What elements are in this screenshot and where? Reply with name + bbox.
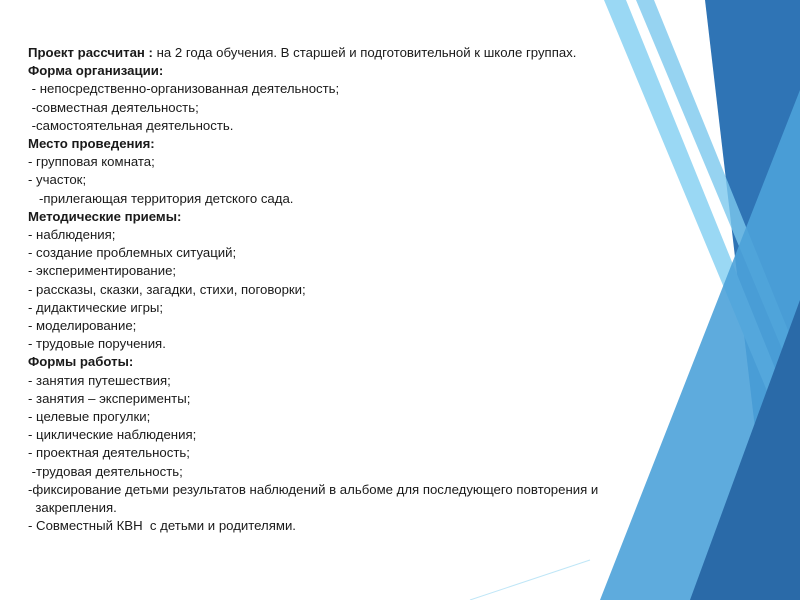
text-line [28,62,728,80]
line-text: - занятия – эксперименты; [28,390,191,406]
line-text: -прилегающая территория детского сада. [28,190,294,206]
text-line [28,317,728,335]
text-line [28,299,728,317]
line-text: - рассказы, сказки, загадки, стихи, поговорки; [28,281,306,297]
line-text: - дидактические игры; [28,299,164,315]
line-text: - групповая комната; [28,154,155,170]
line-text: - моделирование; [28,318,137,334]
text-line [28,408,728,426]
text-line [28,153,728,171]
deco-thin-line [470,560,590,600]
text-line [28,517,728,535]
line-text: - циклические наблюдения; [28,427,197,443]
line-heading: Формы работы: [28,354,134,370]
text-line [28,463,728,481]
line-heading: Место проведения: [28,136,155,152]
line-text: - занятия путешествия; [28,372,171,388]
text-line [28,208,728,226]
text-line [28,335,728,353]
text-line [28,190,728,208]
text-line [28,135,728,153]
text-line [28,390,728,408]
text-line [28,226,728,244]
text-line [28,171,728,189]
text-line [28,353,728,371]
line-text: - экспериментирование; [28,263,177,279]
line-heading: Форма организации: [28,63,164,79]
line-text: - создание проблемных ситуаций; [28,245,237,261]
line-text: -фиксирование детьми результатов наблюдений в альбоме для последующего повторения и [28,481,599,497]
line-heading: Проект рассчитан : [28,45,157,60]
line-text: закрепления. [28,500,117,516]
line-text: - трудовые поручения. [28,336,166,352]
slide-text [28,44,728,535]
text-line [28,117,728,135]
line-text: - Совместный КВН с детьми и родителями. [28,518,296,534]
line-text: -самостоятельная деятельность. [28,117,234,133]
line-text: - целевые прогулки; [28,409,151,425]
text-line [28,44,728,62]
text-line [28,372,728,390]
line-text: -совместная деятельность; [28,99,199,115]
line-text: - непосредственно-организованная деятельность; [28,81,340,97]
text-line [28,426,728,444]
line-text: - наблюдения; [28,227,116,243]
line-text: -трудовая деятельность; [28,463,183,479]
line-text: на 2 года обучения. В старшей и подготовительной к школе группах. [156,45,577,60]
text-line [28,444,728,462]
text-line [28,99,728,117]
text-line [28,281,728,299]
line-text: - проектная деятельность; [28,445,190,461]
line-heading: Методические приемы: [28,208,182,224]
line-text: - участок; [28,172,87,188]
text-line [28,481,728,499]
text-line [28,499,728,517]
text-line [28,80,728,98]
text-line [28,244,728,262]
text-line [28,262,728,280]
